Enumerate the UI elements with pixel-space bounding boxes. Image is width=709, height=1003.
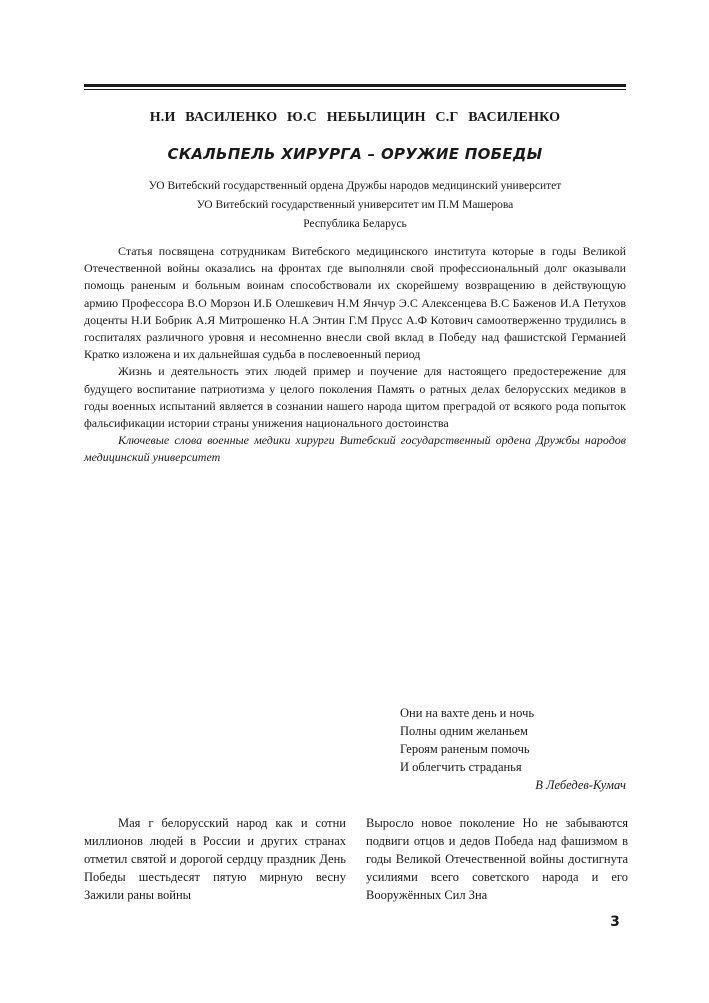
abstract — [84, 243, 626, 467]
authors: Н.И ВАСИЛЕНКО Ю.С НЕБЫЛИЦИН С.Г ВАСИЛЕНКО — [149, 110, 561, 125]
body-column-left — [84, 814, 346, 904]
abstract-paragraph: Статья посвящена сотрудникам Витебского медицинского института которые в годы Великой Отечественной войны оказались на фронтах где выполняли свой профессиональный долг оказывали помощь раненым и больным воинам способствовали их скорейшему возвращению в действующую армию Профессора В.О Морзон И.Б Олешкевич Н.М Янчур Э.С Алексенцева В.С Баженов И.А Петухов доценты Н.И Бобрик А.Я Митрошенко Н.А Энтин Г.М Прусс А.Ф Котович самоотверженно трудились в госпиталях различного уровня и несомненно внесли свой вклад в Победу над фашистской Германией Кратко изложена и их дальнейшая судьба в послевоенный период — [84, 244, 626, 362]
epigraph — [400, 704, 626, 794]
keywords: Ключевые слова военные медики хирурги Витебский государственный ордена Дружбы народов медицинский университет — [84, 433, 626, 465]
epigraph-line: Героям раненым помочь — [400, 742, 530, 756]
affiliation-3: Республика Беларусь — [303, 218, 407, 230]
epigraph-line: Полны одним желаньем — [400, 724, 528, 738]
affiliation-2: УО Витебский государственный университет им П.М Машерова — [196, 199, 514, 211]
header-rule-thin — [84, 89, 626, 90]
affiliation-1: УО Витебский государственный ордена Дружбы народов медицинский университет — [148, 180, 562, 192]
body-text-right: Выросло новое поколение Но не забываются подвиги отцов и дедов Победа над фашизмом в годы Великой Отечественной войны достигнута усилиями всего советского народа и его Вооружённых Сил Зна — [366, 816, 628, 902]
body-text-left: Мая г белорусский народ как и сотни миллионов людей в России и других странах отметил святой и дорогой сердцу праздник День Победы шестьдесят пятую мирную весну Зажили раны войны — [84, 816, 346, 902]
body-column-right — [366, 814, 628, 904]
article-title: СКАЛЬПЕЛЬ ХИРУРГА – ОРУЖИЕ ПОБЕДЫ — [167, 145, 543, 163]
epigraph-author: В Лебедев-Кумач — [535, 778, 626, 792]
abstract-paragraph: Жизнь и деятельность этих людей пример и поучение для настоящего предостережение для будущего воспитание патриотизма у целого поколения Память о ратных делах белорусских медиков в годы военных испытаний является в сознании нашего народа щитом преградой от всякого рода попыток фальсификации истории страны унижения национального достоинства — [84, 364, 626, 431]
header-rule-thick — [84, 84, 626, 87]
page-number: 3 — [610, 914, 620, 930]
epigraph-line: Они на вахте день и ночь — [400, 706, 535, 720]
epigraph-line: И облегчить страданья — [400, 760, 522, 774]
